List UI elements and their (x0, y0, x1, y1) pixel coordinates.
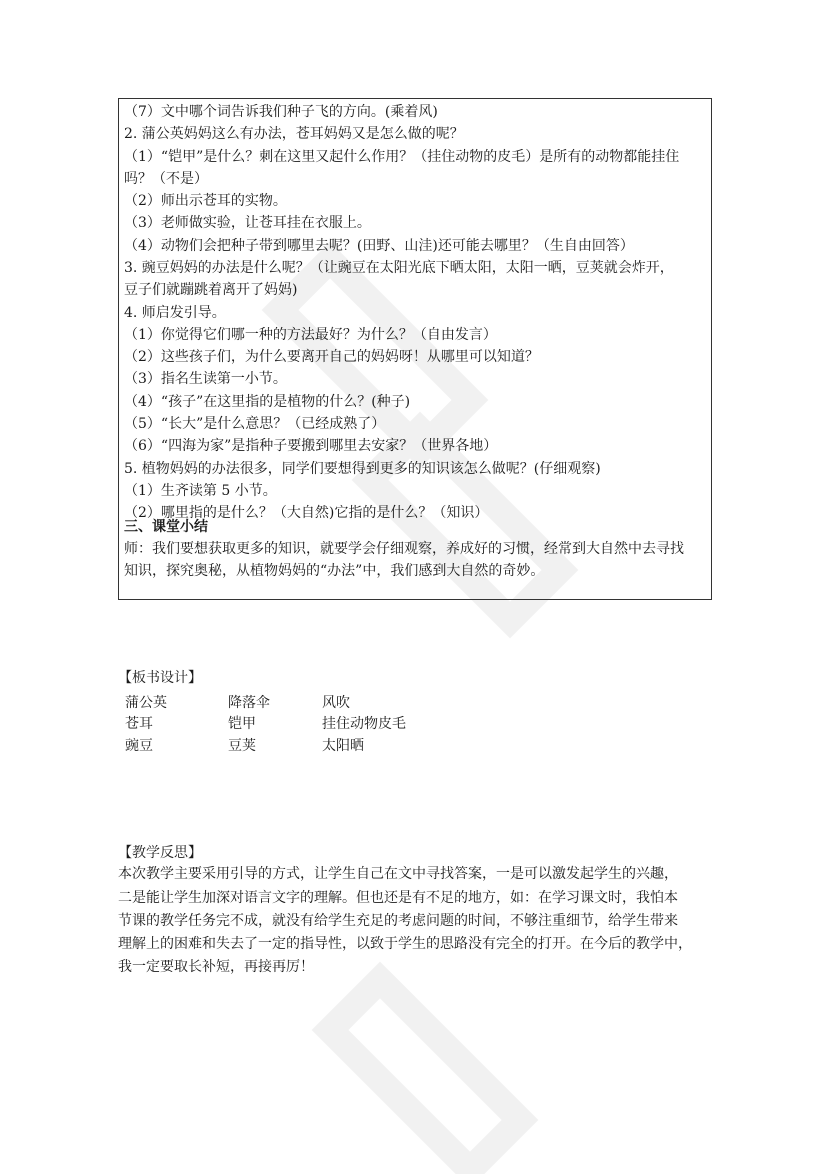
lesson-line: （5）“长大”是什么意思？（已经成熟了） (124, 416, 386, 432)
lesson-line: 吗？（不是） (124, 171, 208, 187)
board-design-heading: 【板书设计】 (118, 670, 202, 686)
board-cell: 太阳晒 (322, 738, 364, 754)
lesson-line: （3）指名生读第一小节。 (124, 371, 287, 387)
lesson-line: 4. 师启发引导。 (124, 305, 226, 321)
reflection-line: 二是能让学生加深对语言文字的理解。但也还是有不足的地方，如：在学习课文时，我怕本 (118, 890, 678, 906)
section-heading-summary: 三、课堂小结 (124, 519, 208, 535)
reflection-line: 我一定要取长补短，再接再厉！ (118, 959, 314, 975)
lesson-line: （2）师出示苍耳的实物。 (124, 193, 287, 209)
lesson-line: 3. 豌豆妈妈的办法是什么呢？（让豌豆在太阳光底下晒太阳，太阳一晒，豆荚就会炸开， (124, 260, 674, 276)
board-cell: 挂住动物皮毛 (322, 716, 406, 732)
lesson-line: （1）你觉得它们哪一种的方法最好？为什么？（自由发言） (124, 327, 497, 343)
board-cell: 降落伞 (228, 695, 270, 711)
lesson-line: （2）这些孩子们，为什么要离开自己的妈妈呀！从哪里可以知道？ (124, 349, 539, 365)
lesson-line: 2. 蒲公英妈妈这么有办法，苍耳妈妈又是怎么做的呢？ (124, 126, 464, 142)
lesson-line: （4）“孩子”在这里指的是植物的什么？(种子) (124, 394, 411, 410)
board-cell: 蒲公英 (125, 695, 167, 711)
lesson-line: （1）生齐读第 5 小节。 (124, 483, 277, 499)
lesson-line: （7）文中哪个词告诉我们种子飞的方向。(乘着风) (124, 104, 438, 120)
board-cell: 豆荚 (228, 738, 256, 754)
reflection-heading: 【教学反思】 (118, 845, 202, 861)
lesson-line: （2）哪里指的是什么？（大自然)它指的是什么？（知识） (124, 505, 489, 521)
board-cell: 风吹 (322, 695, 350, 711)
reflection-line: 本次教学主要采用引导的方式，让学生自己在文中寻找答案，一是可以激发起学生的兴趣， (118, 866, 678, 882)
reflection-line: 理解上的困难和失去了一定的指导性，以致于学生的思路没有完全的打开。在今后的教学中， (118, 936, 692, 952)
lesson-line: 豆子们就蹦跳着离开了妈妈) (124, 282, 298, 298)
lesson-line: （1）“铠甲”是什么？刺在这里又起什么作用？（挂住动物的皮毛）是所有的动物都能挂住 (124, 149, 680, 165)
lesson-line: 5. 植物妈妈的办法很多，同学们要想得到更多的知识该怎么做呢？(仔细观察) (124, 461, 601, 477)
lesson-line: （3）老师做实验，让苍耳挂在衣服上。 (124, 215, 371, 231)
lesson-line: （6）“四海为家”是指种子要搬到哪里去安家？（世界各地） (124, 438, 498, 454)
board-cell: 铠甲 (228, 716, 256, 732)
lesson-line: 知识，探究奥秘，从植物妈妈的“办法”中，我们感到大自然的奇妙。 (124, 563, 545, 579)
board-cell: 豌豆 (125, 738, 153, 754)
board-cell: 苍耳 (125, 716, 153, 732)
lesson-line: 师：我们要想获取更多的知识，就要学会仔细观察，养成好的习惯，经常到大自然中去寻找 (124, 541, 684, 557)
reflection-line: 节课的教学任务完不成，就没有给学生充足的考虑问题的时间，不够注重细节，给学生带来 (118, 913, 678, 929)
lesson-line: （4）动物们会把种子带到哪里去呢？(田野、山洼)还可能去哪里？（生自由回答） (124, 238, 634, 254)
